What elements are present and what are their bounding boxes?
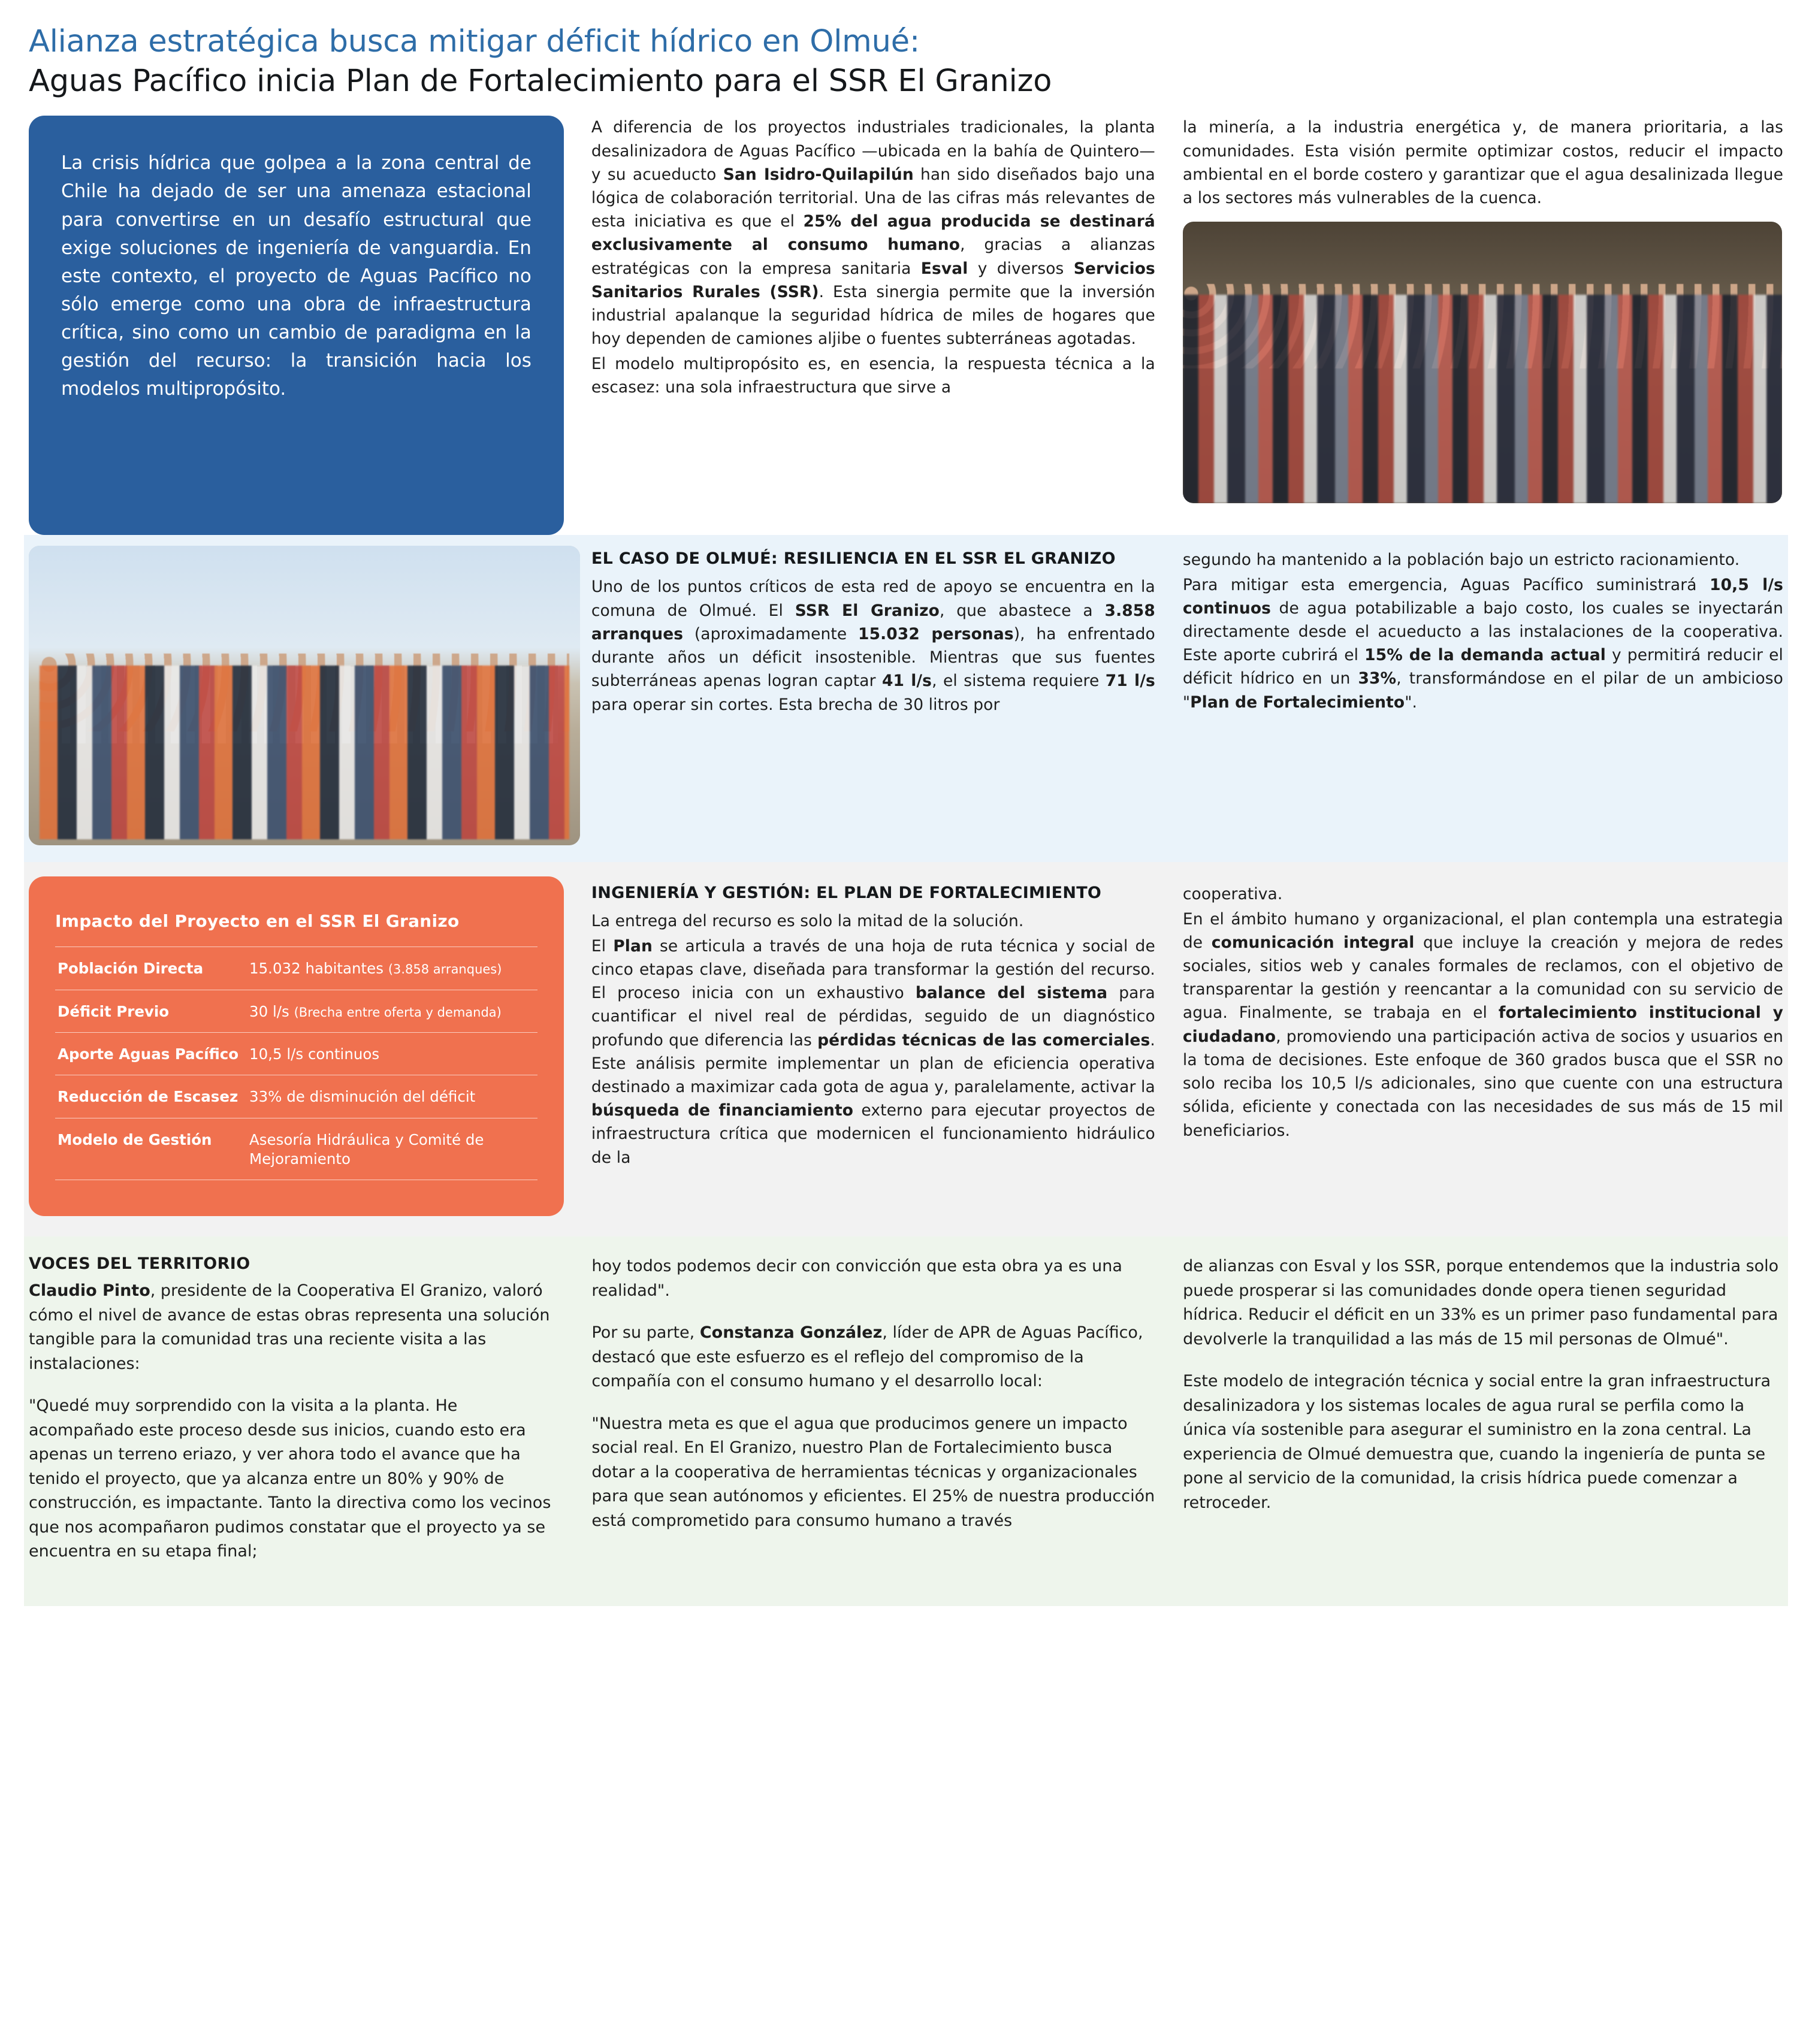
intro-paragraph-3: la minería, a la industria energética y, de manera prioritaria, a las comunidades. Esta visión permite optimizar costos, reducir el impacto ambiental en el borde costero y garantizar que el agua desalinizada llegue a los sectores más vulnerables de la cuenca.	[1182, 118, 1783, 208]
intro-left-column	[24, 116, 591, 535]
plan-p2-f: pérdidas técnicas de las comerciales	[817, 1030, 1150, 1050]
olmue-paragraph-1	[591, 575, 1155, 716]
voices-speaker-name-2: Constanza González	[699, 1323, 883, 1342]
intro-middle-column	[591, 116, 1183, 535]
impact-table-card	[29, 876, 564, 1216]
voices-closing-paragraph: Este modelo de integración técnica y social entre la gran infraestructura desalinizadora y los sistemas locales de agua rural se perfila como la única vía sostenible para asegurar el suministro en la zona central. La experiencia de Olmué demuestra que, cuando la ingeniería de punta se pone al servicio de la comunidad, la crisis hídrica puede comenzar a retroceder.	[1183, 1372, 1771, 1512]
olmue-r2-a: Para mitigar esta emergencia, Aguas Pacífico suministrará	[1182, 575, 1710, 594]
olmue-p1-k: para operar sin cortes. Esta brecha de 30 litros por	[591, 695, 1000, 714]
table-row-value	[249, 1002, 502, 1021]
olmue-p1-a: Uno de los puntos críticos de esta red de apoyo se encuentra en la comuna de Olmué. El	[591, 577, 1155, 620]
table-row-label: Reducción de Escasez	[58, 1088, 238, 1106]
impact-table-title: Impacto del Proyecto en el SSR El Granizo	[55, 911, 460, 932]
olmue-p1-b: SSR El Granizo	[795, 601, 940, 620]
lead-callout-box	[29, 116, 564, 535]
plan-paragraph-3: cooperativa.	[1182, 885, 1283, 904]
photo-crowd	[1183, 295, 1782, 503]
table-row-value-main: 33% de disminución del déficit	[249, 1088, 476, 1106]
olmue-middle-column	[591, 535, 1183, 862]
plan-p2-a: El	[591, 936, 614, 956]
section-intro	[24, 116, 1788, 535]
table-row-value-main: Asesoría Hidráulica y Comité de Mejoramiento	[249, 1130, 484, 1168]
table-row	[55, 1032, 537, 1075]
table-row-value-note: (Brecha entre oferta y demanda)	[294, 1005, 502, 1020]
site-visit-photo	[29, 546, 580, 845]
plan-paragraph-2	[591, 935, 1155, 1169]
voices-speaker-name: Claudio Pinto	[29, 1281, 150, 1301]
olmue-r2-h: Plan de Fortalecimiento	[1190, 693, 1405, 712]
voices-quote-left-continued: hoy todos podemos decir con convicción que esta obra ya es una realidad".	[591, 1257, 1122, 1300]
group-photo	[1183, 222, 1782, 503]
olmue-r2-i: ".	[1405, 693, 1418, 712]
intro-p1-g: y diversos	[968, 259, 1074, 278]
olmue-r2-g: , transformándose en el pilar de un ambicioso "	[1182, 669, 1783, 712]
olmue-p1-e: (aproximadamente	[683, 624, 859, 643]
plan-subheading: INGENIERÍA Y GESTIÓN: EL PLAN DE FORTALECIMIENTO	[591, 884, 1102, 903]
section-olmue	[24, 535, 1788, 862]
olmue-r2-d: 15% de la demanda actual	[1364, 646, 1606, 665]
intro-paragraph-2: El modelo multipropósito es, en esencia, la respuesta técnica a la escasez: una sola infraestructura que sirve a	[591, 354, 1155, 397]
plan-p2-e: para cuantificar el nivel real de pérdidas, seguido de un diagnóstico profundo que diferencia las	[591, 984, 1155, 1050]
headline-main: Aguas Pacífico inicia Plan de Fortalecimiento para el SSR El Granizo	[29, 64, 1052, 99]
olmue-r2-b: 10,5 l/s continuos	[1182, 575, 1783, 618]
table-row-value	[249, 1130, 535, 1169]
intro-p1-i: . Esta sinergia permite que la inversión industrial apalanque la seguridad hídrica de miles de hogares que hoy dependen de camiones aljibe o fuentes subterráneas agotadas.	[591, 282, 1155, 349]
table-row-value-main: 15.032 habitantes	[249, 960, 384, 978]
voices-quote-right-continued: de alianzas con Esval y los SSR, porque entendemos que la industria solo puede prosperar si las comunidades donde opera tienen seguridad hídrica. Reducir el déficit en un 33% es un primer paso fundamental para devolverle la tranquilidad a las más de 15 mil personas de Olmué".	[1183, 1257, 1779, 1348]
plan-p2-d: balance del sistema	[915, 984, 1108, 1003]
olmue-left-column	[24, 535, 591, 862]
olmue-r2-e: y permitirá reducir el déficit hídrico en un	[1182, 646, 1783, 688]
olmue-p1-f: 15.032 personas	[858, 624, 1014, 643]
intro-p1-d: 25% del agua producida se destinará exclusivamente al consumo humano	[591, 212, 1155, 255]
plan-r2-e: , promoviendo una participación activa de socios y usuarios en la toma de decisiones. Este enfoque de 360 grados busca que el SSR no solo reciba los 10,5 l/s adicionales, sino que cuente con una estructura sólida, eficiente y conectada con las necesidades de sus más de 15 mil beneficiarios.	[1182, 1027, 1783, 1140]
table-row-value-main: 10,5 l/s continuos	[249, 1045, 380, 1063]
voices-quote-left: "Quedé muy sorprendido con la visita a la planta. He acompañado este proceso desde sus inicios, cuando esto era apenas un terreno eriazo, y ver ahora todo el avance que ha tenido el proyecto, que ya alcanza entre un 80% y 90% de construcción, es impactante. Tanto la directiva como los vecinos que nos acompañaron pudimos constatar que el proyecto ya se encuentra en su etapa final;	[29, 1396, 551, 1561]
intro-p1-b: San Isidro-Quilapilún	[723, 165, 914, 184]
plan-p2-i: externo para ejecutar proyectos de infraestructura crítica que modernicen el funcionamiento hidráulico de la	[591, 1101, 1155, 1167]
olmue-p1-j: 71 l/s	[1105, 672, 1155, 691]
table-row	[55, 1118, 537, 1181]
olmue-p1-i: , el sistema requiere	[932, 672, 1106, 691]
table-row-value	[249, 1087, 475, 1106]
section-plan	[24, 862, 1788, 1236]
olmue-p1-c: , que abastece a	[939, 601, 1105, 620]
plan-middle-column	[591, 862, 1183, 1236]
plan-r2-c: que incluye la creación y mejora de redes sociales, sitios web y canales formales de reclamos, con el objetivo de transparentar la gestión y reencantar a la comunidad con su servicio de agua. Finalmente, se trabaja en el	[1182, 933, 1783, 1023]
plan-p2-c: se articula a través de una hoja de ruta técnica y social de cinco etapas clave, diseñada para transformar la gestión del recurso. El proceso inicia con un exhaustivo	[591, 936, 1155, 1003]
voices-m2-a: Por su parte,	[591, 1323, 700, 1342]
voices-m2-c: , líder de APR de Aguas Pacífico, destacó que este esfuerzo es el reflejo del compromiso de la compañía con el consumo humano y el desarrollo local:	[591, 1323, 1143, 1391]
olmue-paragraph-2: segundo ha mantenido a la población bajo un estricto racionamiento.	[1182, 551, 1740, 570]
voices-left-column	[24, 1236, 591, 1606]
plan-paragraph-1: La entrega del recurso es solo la mitad de la solución.	[591, 912, 1024, 931]
section-voices	[24, 1236, 1788, 1606]
intro-paragraph-1	[591, 116, 1155, 350]
table-row-label: Aporte Aguas Pacífico	[58, 1045, 239, 1063]
intro-p1-f: Esval	[920, 259, 968, 278]
table-row	[55, 947, 537, 989]
table-row-label: Déficit Previo	[58, 1002, 170, 1020]
table-row-value-note: (3.858 arranques)	[388, 962, 502, 977]
table-row-label: Modelo de Gestión	[58, 1130, 212, 1148]
page-title	[24, 20, 1788, 116]
voices-right-column	[1183, 1236, 1788, 1606]
plan-p2-g: . Este análisis permite implementar un plan de eficiencia operativa destinado a maximizar cada gota de agua y, paralelamente, activar la	[591, 1030, 1155, 1096]
voices-heading: VOCES DEL TERRITORIO	[29, 1254, 250, 1274]
olmue-p1-h: 41 l/s	[881, 672, 932, 691]
plan-r2-b: comunicación integral	[1211, 933, 1415, 952]
table-row	[55, 1075, 537, 1117]
table-row-label: Población Directa	[58, 960, 204, 978]
voices-second-speaker-intro	[591, 1321, 1155, 1394]
intro-p1-c: han sido diseñados bajo una lógica de colaboración territorial. Una de las cifras más relevantes de esta iniciativa es que el	[591, 165, 1155, 231]
headline-kicker: Alianza estratégica busca mitigar déficit hídrico en Olmué:	[29, 24, 920, 59]
olmue-p1-g: ), ha enfrentado durante años un déficit insostenible. Mientras que sus fuentes subterráneas apenas logran captar	[591, 624, 1155, 691]
voices-speaker-role: , presidente de la Cooperativa El Granizo, valoró cómo el nivel de avance de estas obras representa una solución tangible para la comunidad tras una reciente visita a las instalaciones:	[29, 1281, 550, 1373]
plan-p2-h: búsqueda de financiamiento	[591, 1101, 854, 1120]
intro-p1-a: A diferencia de los proyectos industriales tradicionales, la planta desalinizadora de Aguas Pacífico —ubicada en la bahía de Quintero— y su acueducto	[591, 118, 1155, 184]
plan-paragraph-4	[1183, 908, 1783, 1142]
table-row-value	[249, 1045, 379, 1064]
table-row-value	[249, 959, 502, 978]
olmue-r2-c: de agua potabilizable a bajo costo, los cuales se inyectarán directamente desde el acueducto a las instalaciones de la cooperativa. Este aporte cubrirá el	[1182, 598, 1783, 665]
plan-r2-a: En el ámbito humano y organizacional, el plan contempla una estrategia de	[1182, 909, 1783, 952]
plan-r2-d: fortalecimiento institucional y ciudadano	[1182, 1003, 1783, 1046]
intro-right-column	[1183, 116, 1788, 535]
photo-people	[40, 666, 569, 839]
olmue-subheading: EL CASO DE OLMUÉ: RESILIENCIA EN EL SSR EL GRANIZO	[591, 549, 1116, 569]
intro-p1-h: Servicios Sanitarios Rurales (SSR)	[591, 259, 1155, 301]
olmue-r2-f: 33%	[1358, 669, 1397, 688]
impact-table-column	[24, 862, 591, 1236]
voices-quote-right: "Nuestra meta es que el agua que producimos genere un impacto social real. En El Granizo, nuestro Plan de Fortalecimiento busca dotar a la cooperativa de herramientas técnicas y organizacionales para que sean autónomos y eficientes. El 25% de nuestra producción está comprometido para consumo humano a través	[591, 1414, 1155, 1530]
table-row	[55, 990, 537, 1032]
table-row-value-main: 30 l/s	[249, 1002, 289, 1020]
olmue-paragraph-3	[1183, 573, 1783, 714]
plan-p2-b: Plan	[613, 936, 653, 956]
lead-text: La crisis hídrica que golpea a la zona central de Chile ha dejado de ser una amenaza estacional para convertirse en un desafío estructural que exige soluciones de ingeniería de vanguardia. En este contexto, el proyecto de Aguas Pacífico no sólo emerge como una obra de infraestructura crítica, sino como un cambio de paradigma en la gestión del recurso: la transición hacia los modelos multipropósito.	[61, 152, 531, 400]
olmue-right-column	[1183, 535, 1788, 862]
intro-p1-e: , gracias a alianzas estratégicas con la empresa sanitaria	[591, 235, 1155, 278]
voices-intro	[29, 1279, 564, 1376]
voices-middle-column	[591, 1236, 1183, 1606]
plan-right-column	[1183, 862, 1788, 1236]
olmue-p1-d: 3.858 arranques	[591, 601, 1155, 643]
